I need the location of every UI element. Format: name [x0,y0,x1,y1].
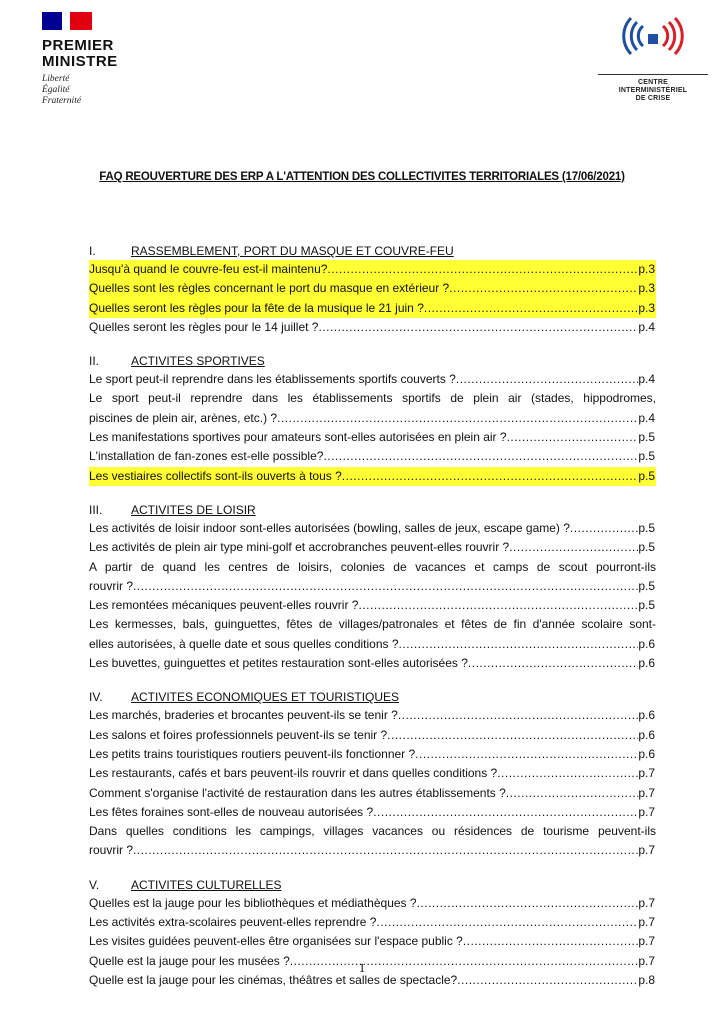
toc-section [89,497,656,673]
section-number: V. [89,877,100,892]
toc-entry[interactable] [89,519,656,538]
logo-divider [598,74,708,75]
toc-entry[interactable] [89,318,656,337]
entry-page: p.7 [638,785,655,800]
toc-entry[interactable] [89,558,656,597]
entry-page: p.5 [638,449,655,464]
toc-entry[interactable] [89,803,656,822]
leader-dots [506,784,639,803]
entry-question: Jusqu'à quand le couvre-feu est-il maintenu? [89,262,328,276]
leader-dots [497,764,638,783]
entry-page: p.7 [638,915,655,930]
section-heading [89,238,656,260]
entry-page: p.4 [638,372,655,387]
entry-page: p.3 [638,300,655,315]
toc-entry[interactable] [89,615,656,654]
toc-entry[interactable] [89,279,656,298]
entry-question: Les activités de loisir indoor sont-elles autorisées (bowling, salles de jeux, escape game) ? [89,520,570,535]
entry-page: p.6 [638,727,655,742]
crisis-center-logo [598,10,708,103]
toc-entry[interactable] [89,370,656,389]
leader-dots [327,260,638,279]
entry-page: p.4 [638,410,655,425]
toc-section [89,348,656,486]
entry-page: p.5 [638,468,655,483]
entry-question: Les manifestations sportives pour amateurs sont-elles autorisées en plein air ? [89,430,507,445]
entry-question-continued: piscines de plein air, arènes, etc.) ? [89,410,278,425]
leader-dots [133,577,638,596]
entry-question-continued: rouvrir ? [89,843,134,858]
section-title: RASSEMBLEMENT, PORT DU MASQUE ET COUVRE-FEU [131,244,454,258]
leader-dots [277,409,638,428]
entry-question: Quelles sont les règles concernant le port du masque en extérieur ? [89,281,450,296]
leader-dots [463,932,638,951]
entry-question: Dans quelles conditions les campings, villages vacances ou résidences de tourisme peuvent-ils [89,824,656,839]
entry-page: p.5 [638,598,655,613]
toc-entry[interactable] [89,894,656,913]
entry-question: Les petits trains touristiques routiers peuvent-ils fonctionner ? [89,746,416,761]
toc-entry[interactable] [89,822,656,861]
entry-question: Les vestiaires collectifs sont-ils ouverts à tous ? [89,468,342,483]
leader-dots [417,894,639,913]
entry-question: Les fêtes foraines sont-elles de nouveau autorisées ? [89,804,374,819]
leader-dots [456,370,638,389]
entry-page: p.3 [638,281,655,296]
leader-dots [468,654,638,673]
toc-entry[interactable] [89,913,656,932]
republic-motto: Liberté Égalité Fraternité [42,74,82,106]
page-number: 1 [358,960,366,975]
section-number: II. [89,354,100,369]
toc-entry[interactable] [89,726,656,745]
toc-entry[interactable] [89,467,656,486]
entry-page: p.6 [638,746,655,761]
section-heading [89,872,656,894]
org-name: PREMIER MINISTRE [42,37,118,70]
entry-page: p.7 [638,804,655,819]
entry-page: p.5 [638,430,655,445]
entry-page: p.7 [638,843,655,858]
entry-question: Quelle est la jauge pour les cinémas, théâtres et salles de spectacle? [89,972,458,987]
entry-question: Comment s'organise l'activité de restauration dans les autres établissements ? [89,785,506,800]
section-title: ACTIVITES CULTURELLES [131,877,282,892]
toc-entry[interactable] [89,447,656,466]
section-number: IV. [89,690,103,705]
toc-entry[interactable] [89,389,656,428]
entry-page: p.6 [638,656,655,671]
entry-page: p.7 [638,766,655,781]
entry-question: Les activités extra-scolaires peuvent-elles reprendre ? [89,915,377,930]
entry-page: p.3 [638,262,655,276]
section-heading [89,497,656,519]
section-title: ACTIVITES DE LOISIR [131,502,256,517]
toc-entry[interactable] [89,764,656,783]
entry-question: Les buvettes, guinguettes et petites restauration sont-elles autorisées ? [89,656,468,671]
crisis-center-name: CENTRE INTERMINISTÉRIEL DE CRISE [618,79,688,102]
section-heading [89,348,656,370]
toc-section [89,684,656,860]
toc-entry[interactable] [89,428,656,447]
table-of-contents [89,238,656,1001]
entry-question: Quelle est la jauge pour les musées ? [89,953,290,968]
entry-page: p.5 [638,540,655,555]
toc-entry[interactable] [89,784,656,803]
leader-dots [570,519,638,538]
toc-entry[interactable] [89,745,656,764]
entry-question: Les salons et foires professionnels peuvent-ils se tenir ? [89,727,388,742]
entry-page: p.5 [638,520,655,535]
marianne-flag-icon [42,12,92,30]
premier-ministre-logo [42,12,162,107]
leader-dots [415,745,638,764]
entry-page: p.7 [638,895,655,910]
leader-dots [373,803,638,822]
leader-dots [399,635,639,654]
entry-question: Les marchés, braderies et brocantes peuvent-ils se tenir ? [89,708,398,723]
entry-question: Les remontées mécaniques peuvent-elles rouvrir ? [89,598,359,613]
entry-question: Quelles seront les règles pour la fête de la musique le 21 juin ? [89,300,424,315]
entry-question: Les activités de plein air type mini-golf et accrobranches peuvent-elles rouvrir ? [89,540,510,555]
section-number: III. [89,502,103,517]
section-number: I. [89,244,96,258]
entry-page: p.8 [638,972,655,987]
entry-page: p.4 [638,319,655,334]
document-title: FAQ REOUVERTURE DES ERP A L'ATTENTION DES COLLECTIVITES TERRITORIALES (17/06/2021) [99,171,625,183]
leader-dots [449,279,638,298]
leader-dots [133,841,638,860]
leader-dots [358,596,638,615]
entry-page: p.6 [638,708,655,723]
entry-page: p.7 [638,934,655,949]
entry-question: Le sport peut-il reprendre dans les établissements sportifs couverts ? [89,372,456,387]
leader-dots [323,447,638,466]
entry-question: Le sport peut-il reprendre dans les établissements sportifs de plein air (stades, hippodromes, [89,391,656,406]
entry-question: Les restaurants, cafés et bars peuvent-ils rouvrir et dans quelles conditions ? [89,766,498,781]
entry-question: Quelles seront les règles pour le 14 juillet ? [89,319,319,334]
entry-question: L'installation de fan-zones est-elle possible? [89,449,324,464]
leader-dots [342,467,639,486]
entry-question: A partir de quand les centres de loisirs, colonies de vacances et camps de scout pourront-ils [89,559,656,574]
leader-dots [387,726,638,745]
entry-page: p.6 [638,636,655,651]
entry-question-continued: rouvrir ? [89,578,134,593]
entry-page: p.5 [638,578,655,593]
crisis-waves-icon [617,10,689,64]
entry-page: p.7 [638,953,655,968]
leader-dots [318,318,638,337]
toc-entry[interactable] [89,299,656,318]
leader-dots [509,538,638,557]
toc-entry[interactable] [89,538,656,557]
entry-question-continued: elles autorisées, à quelle date et sous quelles conditions ? [89,636,399,651]
toc-entry[interactable] [89,260,656,279]
entry-question: Les visites guidées peuvent-elles être organisées sur l'espace public ? [89,934,463,949]
leader-dots [424,299,638,318]
toc-entry[interactable] [89,654,656,673]
section-title: ACTIVITES SPORTIVES [131,354,265,369]
section-title: ACTIVITES ECONOMIQUES ET TOURISTIQUES [131,690,400,705]
toc-entry[interactable] [89,932,656,951]
toc-entry[interactable] [89,596,656,615]
toc-section [89,238,656,337]
toc-entry[interactable] [89,706,656,725]
leader-dots [398,706,638,725]
leader-dots [376,913,638,932]
entry-question: Les kermesses, bals, guinguettes, fêtes de villages/patronales et fêtes de fin d'année scolaire sont- [89,617,656,632]
section-heading [89,684,656,706]
entry-question: Quelles est la jauge pour les bibliothèques et médiathèques ? [89,895,417,910]
leader-dots [507,428,639,447]
